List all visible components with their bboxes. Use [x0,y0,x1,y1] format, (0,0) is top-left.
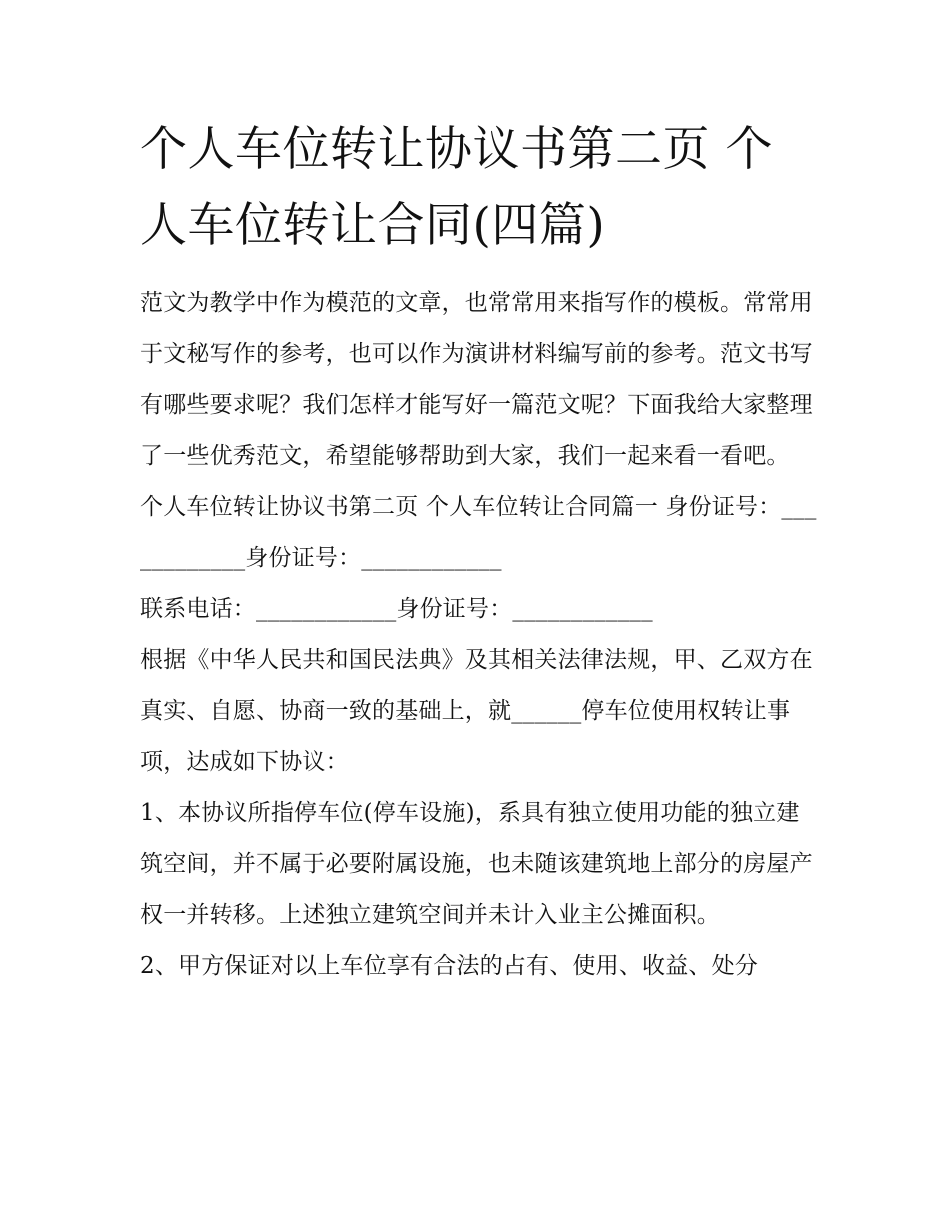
clause-2-paragraph: 2、甲方保证对以上车位享有合法的占有、使用、收益、处分 [140,953,759,979]
document-title: 个人车位转让协议书第二页 个人车位转让合同(四篇) [140,122,773,253]
legal-basis-paragraph: 根据《中华人民共和国民法典》及其相关法律法规，甲、乙双方在真实、自愿、协商一致的基础上，就______停车位使用权转让事项，达成如下协议： [140,647,813,775]
contact-phone-line: 联系电话：____________身份证号：____________ [140,596,653,622]
id-number-line: 个人车位转让协议书第二页 个人车位转让合同篇一 身份证号：____________身份证号：____________ [140,494,817,571]
clause-1-paragraph: 1、本协议所指停车位(停车设施)，系具有独立使用功能的独立建筑空间，并不属于必要附属设施，也未随该建筑地上部分的房屋产权一并转移。上述独立建筑空间并未计入业主公摊面积。 [140,800,813,928]
intro-paragraph: 范文为教学中作为模范的文章，也常常用来指写作的模板。常常用于文秘写作的参考，也可以作为演讲材料编写前的参考。范文书写有哪些要求呢？我们怎样才能写好一篇范文呢？下面我给大家整理了一些优秀范文，希望能够帮助到大家，我们一起来看一看吧。 [140,290,813,469]
document-body [140,112,820,992]
